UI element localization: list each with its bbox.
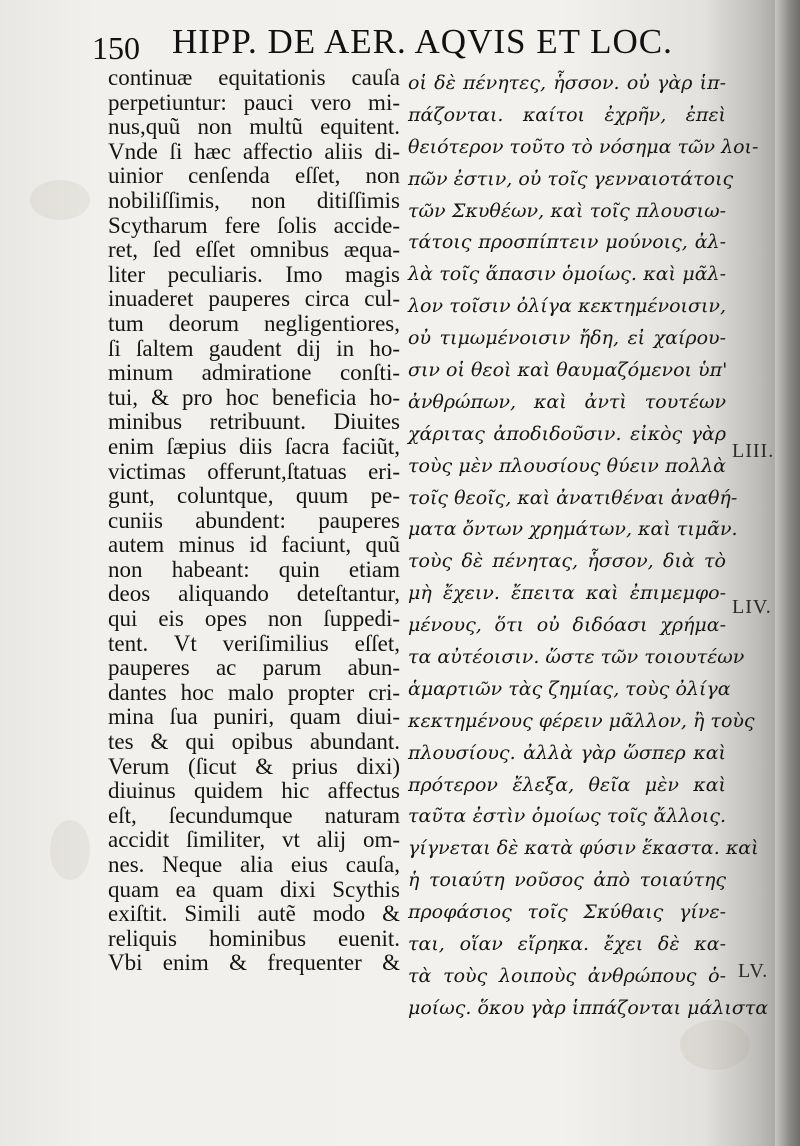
text-line: tent. Vt veriſimilius eſſet, xyxy=(108,630,400,656)
text-line: non habeant: quin etiam xyxy=(108,556,400,582)
text-line: ἡ τοιαύτη νοῦσος ἀπὸ τοιαύτης xyxy=(408,869,726,892)
margin-section-number: LIV. xyxy=(732,596,772,618)
text-line: ἁμαρτιῶν τὰς ζημίας, τοὺς ὀλίγα xyxy=(408,677,731,700)
text-line: accidit ſimiliter, vt alij om- xyxy=(108,827,400,853)
text-line: perpetiuntur: pauci vero mi- xyxy=(108,89,400,115)
text-line: cuniis abundent: pauperes xyxy=(108,507,400,533)
text-line: mina ſua puniri, quam diui- xyxy=(108,704,400,730)
text-line: tui, & pro hoc beneficia ho- xyxy=(108,384,400,410)
text-line: μὴ ἔχειν. ἔπειτα καὶ ἐπιμεμφο- xyxy=(408,582,726,605)
text-line: τα αὐτέοισιν. ὥστε τῶν τοιουτέων xyxy=(408,646,745,669)
running-title: HIPP. DE AER. AQVIS ET LOC. xyxy=(172,22,673,61)
text-line: tum deorum negligentiores, xyxy=(108,310,400,336)
text-line: τὰ τοὺς λοιποὺς ἀνθρώπους ὁ- xyxy=(408,964,726,987)
text-line: minum admiratione conſti- xyxy=(108,360,400,386)
page-edge-shadow xyxy=(775,0,800,1146)
text-line: οἱ δὲ πένητες, ἧσσον. οὐ γὰρ ἱπ- xyxy=(408,72,726,94)
margin-section-number: LIII. xyxy=(732,440,775,462)
page-number: 150 xyxy=(92,30,140,66)
text-line: ἀνθρώπων, καὶ ἀντὶ τουτέων xyxy=(408,390,726,413)
text-line: πάζονται. καίτοι ἐχρῆν, ἐπεὶ xyxy=(408,103,726,126)
page-header xyxy=(92,22,682,68)
text-line: τοὺς δὲ πένητας, ἧσσον, διὰ τὸ xyxy=(408,550,726,573)
text-line: diuinus quidem hic affectus xyxy=(108,778,400,804)
text-line: Vbi enim & frequenter & xyxy=(108,950,400,976)
text-line: enim ſæpius diis ſacra faciũt, xyxy=(108,433,400,459)
text-line: nus,quũ non multũ equitent. xyxy=(108,114,400,140)
text-line: continuæ equitationis cauſa xyxy=(108,65,400,90)
text-line: pauperes ac parum abun- xyxy=(108,655,400,681)
text-line: λὰ τοῖς ἅπασιν ὁμοίως. καὶ μᾶλ- xyxy=(408,263,726,286)
text-line: gunt, coluntque, quum pe- xyxy=(108,483,400,509)
text-line: exiſtit. Simili autẽ modo & xyxy=(108,901,400,927)
text-line: liter peculiaris. Imo magis xyxy=(108,261,400,287)
text-line: χάριτας ἀποδιδοῦσιν. εἰκὸς γὰρ xyxy=(408,422,726,445)
text-line: ματα ὄντων χρημάτων, καὶ τιμᾶν. xyxy=(408,518,738,541)
text-line: κεκτημένους φέρειν μᾶλλον, ἢ τοὺς xyxy=(408,709,755,732)
text-line: πρότερον ἔλεξα, θεῖα μὲν καὶ xyxy=(408,773,726,796)
text-line: μένους, ὅτι οὐ διδόασι χρήμα- xyxy=(408,614,726,637)
text-line: eſt, ſecundumque naturam xyxy=(108,802,400,828)
text-line: ται, οἵαν εἴρηκα. ἔχει δὲ κα- xyxy=(408,933,726,956)
text-line: ret, ſed eſſet omnibus æqua- xyxy=(108,237,400,263)
text-line: reliquis hominibus euenit. xyxy=(108,925,400,951)
text-line: τοῖς θεοῖς, καὶ ἀνατιθέναι ἀναθή- xyxy=(408,486,738,509)
text-line: πλουσίους. ἀλλὰ γὰρ ὥσπερ καὶ xyxy=(408,741,726,764)
text-line: nes. Neque alia eius cauſa, xyxy=(108,852,400,877)
text-line: Vnde ſi hæc affectio aliis di- xyxy=(108,138,400,164)
text-line: ſi ſaltem gaudent dij in ho- xyxy=(108,335,400,361)
latin-text-column xyxy=(108,66,400,976)
text-line: λον τοῖσιν ὀλίγα κεκτημένοισιν, xyxy=(408,295,726,318)
text-line: προφάσιος τοῖς Σκύθαις γίνε- xyxy=(408,901,726,924)
text-line: τοὺς μὲν πλουσίους θύειν πολλὰ xyxy=(408,454,726,477)
text-line: autem minus id faciunt, quũ xyxy=(108,532,400,558)
paper-stain xyxy=(50,820,90,880)
text-line: inuaderet pauperes circa cul- xyxy=(108,286,400,312)
text-line: tes & qui opibus abundant. xyxy=(108,729,400,755)
paper-stain xyxy=(680,1020,750,1070)
text-line: σιν οἱ θεοὶ καὶ θαυμαζόμενοι ὑπ' xyxy=(408,359,728,382)
text-line: Scytharum fere ſolis accide- xyxy=(108,212,400,238)
paper-stain xyxy=(30,180,90,220)
text-line: τῶν Σκυθέων, καὶ τοῖς πλουσιω- xyxy=(408,199,726,222)
text-line: quam ea quam dixi Scythis xyxy=(108,876,400,902)
text-line: θειότερον τοῦτο τὸ νόσημα τῶν λοι- xyxy=(408,135,759,158)
text-line: πῶν ἐστιν, οὐ τοῖς γενναιοτάτοις xyxy=(408,167,734,190)
text-line: ταῦτα ἐστὶν ὁμοίως τοῖς ἄλλοις. xyxy=(408,805,726,828)
text-line: victimas offerunt,ſtatuas eri- xyxy=(108,458,400,484)
text-line: minibus retribuunt. Diuites xyxy=(108,409,400,435)
margin-section-number: LV. xyxy=(738,960,769,982)
text-line: uinior cenſenda eſſet, non xyxy=(108,163,400,189)
text-line: deos aliquando deteſtantur, xyxy=(108,581,400,607)
text-line: μοίως. ὅκου γὰρ ἱππάζονται μάλιστα xyxy=(408,996,769,1019)
text-line: τάτοις προσπίπτειν μούνοις, ἀλ- xyxy=(408,231,726,254)
text-line: γίγνεται δὲ κατὰ φύσιν ἕκαστα. καὶ xyxy=(408,837,759,860)
text-line: qui eis opes non ſuppedi- xyxy=(108,606,400,632)
text-line: οὐ τιμωμένοισιν ἤδη, εἰ χαίρου- xyxy=(408,327,726,350)
text-line: nobiliſſimis, non ditiſſimis xyxy=(108,187,400,213)
text-line: Verum (ſicut & prius dixi) xyxy=(108,753,400,779)
text-line: dantes hoc malo propter cri- xyxy=(108,679,400,705)
